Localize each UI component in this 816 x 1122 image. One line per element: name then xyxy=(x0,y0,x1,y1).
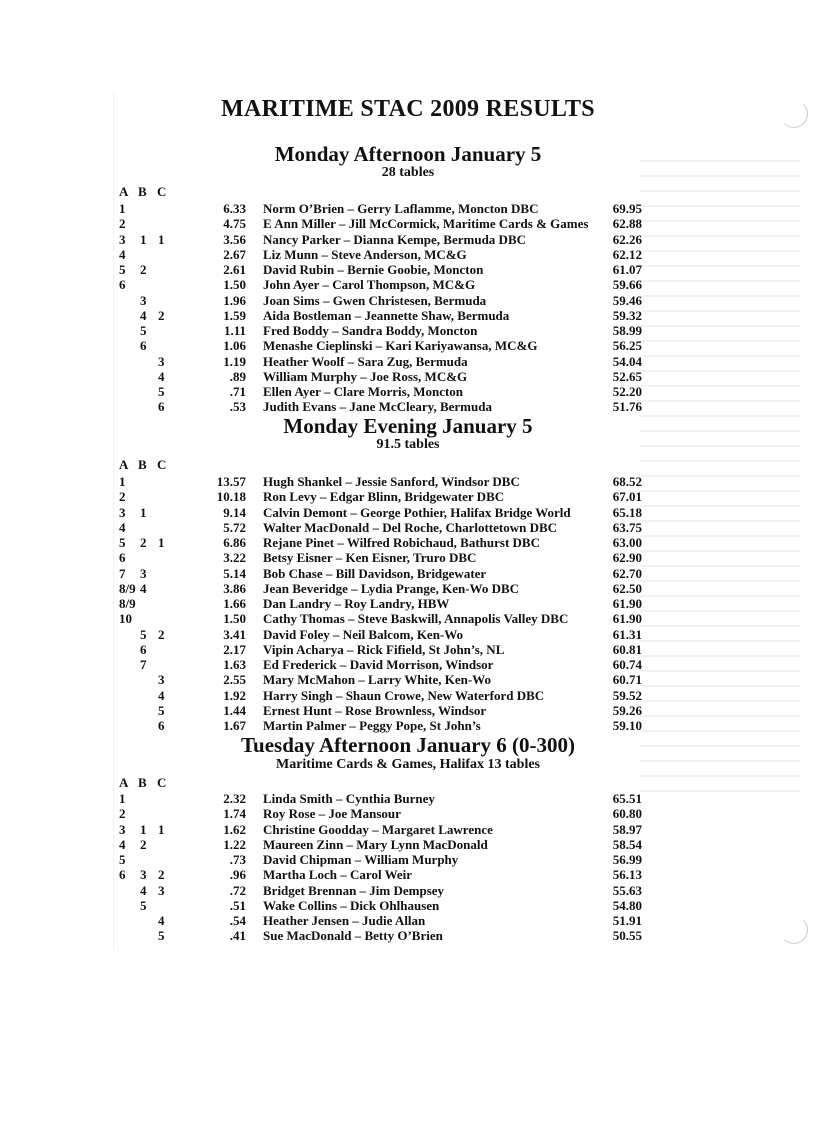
rank-b: 3 xyxy=(140,565,147,581)
masterpoints: 2.55 xyxy=(223,672,246,688)
result-row xyxy=(0,338,816,353)
masterpoints: 6.86 xyxy=(223,535,246,550)
column-header-a: A xyxy=(119,775,129,790)
percentage: 59.52 xyxy=(612,687,642,703)
rank-a: 5 xyxy=(119,535,126,550)
result-row xyxy=(0,323,816,338)
column-header-a: A xyxy=(119,184,129,199)
column-header-a: A xyxy=(119,457,129,472)
pair-names: Vipin Acharya – Rick Fifield, St John’s, NL xyxy=(263,641,505,657)
percentage: 58.97 xyxy=(612,821,642,837)
rank-b: 5 xyxy=(140,323,147,338)
masterpoints: 1.11 xyxy=(223,323,246,338)
pair-names: Norm O’Brien – Gerry Laflamme, Moncton DBC xyxy=(263,201,539,216)
masterpoints: .73 xyxy=(229,852,246,867)
pair-names: Christine Goodday – Margaret Lawrence xyxy=(263,821,493,837)
result-row xyxy=(0,489,816,504)
rank-c: 5 xyxy=(158,384,165,399)
result-row xyxy=(0,201,816,216)
rank-a: 1 xyxy=(119,201,126,216)
rank-c: 4 xyxy=(158,368,165,384)
masterpoints: .71 xyxy=(229,384,246,399)
percentage: 60.74 xyxy=(612,657,642,672)
masterpoints: 2.61 xyxy=(223,262,246,277)
masterpoints: 1.67 xyxy=(223,718,246,733)
rank-a: 5 xyxy=(119,262,126,277)
masterpoints: 3.56 xyxy=(223,231,246,247)
pair-names: Dan Landry – Roy Landry, HBW xyxy=(263,596,450,611)
pair-names: Ron Levy – Edgar Blinn, Bridgewater DBC xyxy=(263,489,505,505)
masterpoints: 1.74 xyxy=(223,806,246,822)
pair-names: Maureen Zinn – Mary Lynn MacDonald xyxy=(263,836,488,852)
percentage: 51.76 xyxy=(612,399,642,415)
masterpoints: 1.92 xyxy=(223,687,246,703)
rank-a: 10 xyxy=(119,611,132,627)
rank-a: 7 xyxy=(119,565,126,581)
rank-b: 1 xyxy=(140,821,147,837)
rank-c: 4 xyxy=(158,913,165,928)
rank-c: 2 xyxy=(158,626,165,642)
rank-c: 2 xyxy=(158,307,165,323)
percentage: 65.51 xyxy=(612,791,642,806)
pair-names: Betsy Eisner – Ken Eisner, Truro DBC xyxy=(263,550,477,566)
pair-names: Joan Sims – Gwen Christesen, Bermuda xyxy=(263,292,487,308)
column-header-b: B xyxy=(138,457,147,472)
percentage: 58.54 xyxy=(612,836,642,852)
percentage: 56.25 xyxy=(612,338,642,354)
session-subheading: 91.5 tables xyxy=(376,437,440,452)
column-headers xyxy=(119,184,176,200)
column-header-c: C xyxy=(157,184,167,199)
rank-a: 6 xyxy=(119,277,126,293)
result-row xyxy=(0,277,816,292)
percentage: 50.55 xyxy=(612,928,642,944)
pair-names: Fred Boddy – Sandra Boddy, Moncton xyxy=(263,323,478,338)
result-row xyxy=(0,852,816,867)
pair-names: Ellen Ayer – Clare Morris, Moncton xyxy=(263,384,464,399)
rank-b: 1 xyxy=(140,504,147,520)
pair-names: Cathy Thomas – Steve Baskwill, Annapolis Valley DBC xyxy=(263,611,569,627)
percentage: 62.26 xyxy=(612,231,642,247)
rank-c: 6 xyxy=(158,718,165,733)
session-subheading: Maritime Cards & Games, Halifax 13 tables xyxy=(275,757,540,772)
result-row xyxy=(0,520,816,535)
rank-b: 3 xyxy=(140,292,147,308)
column-header-b: B xyxy=(138,775,147,790)
masterpoints: 2.17 xyxy=(223,641,246,657)
rank-c: 1 xyxy=(158,535,165,550)
rank-b: 4 xyxy=(140,882,147,898)
masterpoints: 10.18 xyxy=(216,489,246,505)
percentage: 61.90 xyxy=(612,596,642,611)
rank-c: 5 xyxy=(158,702,165,718)
masterpoints: 3.86 xyxy=(223,580,246,596)
pair-names: Heather Woolf – Sara Zug, Bermuda xyxy=(263,353,468,369)
rank-a: 2 xyxy=(119,216,126,232)
percentage: 55.63 xyxy=(612,882,642,898)
rank-c: 3 xyxy=(158,882,165,898)
result-row xyxy=(0,596,816,611)
rank-a: 3 xyxy=(119,504,126,520)
masterpoints: .89 xyxy=(229,368,246,384)
rank-b: 2 xyxy=(140,535,147,550)
result-row xyxy=(0,913,816,928)
rank-b: 5 xyxy=(140,626,147,642)
masterpoints: .51 xyxy=(229,897,246,913)
result-row xyxy=(0,247,816,262)
result-row xyxy=(0,354,816,369)
pair-names: Liz Munn – Steve Anderson, MC&G xyxy=(263,246,467,262)
result-row xyxy=(0,657,816,672)
pair-names: Rejane Pinet – Wilfred Robichaud, Bathurst DBC xyxy=(263,535,540,550)
column-headers xyxy=(119,457,176,473)
session-heading: Monday Evening January 5 xyxy=(283,414,533,438)
masterpoints: 2.67 xyxy=(223,246,246,262)
rank-c: 5 xyxy=(158,928,165,944)
percentage: 54.04 xyxy=(612,353,642,369)
result-row xyxy=(0,550,816,565)
rank-c: 6 xyxy=(158,399,165,415)
percentage: 51.91 xyxy=(612,913,642,928)
percentage: 52.20 xyxy=(612,384,642,399)
rank-c: 1 xyxy=(158,821,165,837)
masterpoints: .96 xyxy=(229,867,246,883)
result-row xyxy=(0,369,816,384)
percentage: 60.71 xyxy=(612,672,642,688)
rank-a: 1 xyxy=(119,474,126,489)
percentage: 69.95 xyxy=(612,201,642,216)
session-subheading: 28 tables xyxy=(381,165,435,180)
percentage: 54.80 xyxy=(612,897,642,913)
result-row xyxy=(0,718,816,733)
percentage: 62.88 xyxy=(612,216,642,232)
result-row xyxy=(0,883,816,898)
rank-b: 5 xyxy=(140,897,147,913)
masterpoints: 1.19 xyxy=(223,353,246,369)
rank-c: 3 xyxy=(158,672,165,688)
result-row xyxy=(0,262,816,277)
rank-b: 7 xyxy=(140,657,147,672)
masterpoints: .53 xyxy=(229,399,246,415)
result-row xyxy=(0,581,816,596)
percentage: 61.07 xyxy=(612,262,642,277)
pair-names: Linda Smith – Cynthia Burney xyxy=(263,791,435,806)
percentage: 62.70 xyxy=(612,565,642,581)
masterpoints: 1.63 xyxy=(223,657,246,672)
result-row xyxy=(0,566,816,581)
result-row xyxy=(0,806,816,821)
masterpoints: 1.22 xyxy=(223,836,246,852)
masterpoints: 1.62 xyxy=(223,821,246,837)
column-header-b: B xyxy=(138,184,147,199)
rank-b: 1 xyxy=(140,231,147,247)
masterpoints: 1.59 xyxy=(223,307,246,323)
rank-c: 4 xyxy=(158,687,165,703)
result-row xyxy=(0,308,816,323)
percentage: 58.99 xyxy=(612,323,642,338)
masterpoints: 1.06 xyxy=(223,338,246,354)
pair-names: Sue MacDonald – Betty O’Brien xyxy=(263,928,443,944)
percentage: 59.46 xyxy=(612,292,642,308)
rank-a: 2 xyxy=(119,489,126,505)
pair-names: Aida Bostleman – Jeannette Shaw, Bermuda xyxy=(263,307,510,323)
percentage: 60.80 xyxy=(612,806,642,822)
percentage: 63.00 xyxy=(612,535,642,550)
pair-names: Ed Frederick – David Morrison, Windsor xyxy=(263,657,494,672)
percentage: 68.52 xyxy=(612,474,642,489)
result-row xyxy=(0,867,816,882)
rank-b: 2 xyxy=(140,836,147,852)
result-row xyxy=(0,399,816,414)
percentage: 59.26 xyxy=(612,702,642,718)
pair-names: Menashe Cieplinski – Kari Kariyawansa, MC&G xyxy=(263,338,538,354)
pair-names: Roy Rose – Joe Mansour xyxy=(263,806,401,822)
percentage: 52.65 xyxy=(612,368,642,384)
rank-a: 4 xyxy=(119,836,126,852)
result-row xyxy=(0,611,816,626)
result-row xyxy=(0,672,816,687)
masterpoints: 1.44 xyxy=(223,702,246,718)
rank-a: 6 xyxy=(119,867,126,883)
masterpoints: 9.14 xyxy=(223,504,246,520)
pair-names: Bridget Brennan – Jim Dempsey xyxy=(263,882,445,898)
result-row xyxy=(0,703,816,718)
masterpoints: 4.75 xyxy=(223,216,246,232)
pair-names: E Ann Miller – Jill McCormick, Maritime Cards & Games xyxy=(263,216,589,232)
masterpoints: 5.72 xyxy=(223,519,246,535)
rank-a: 3 xyxy=(119,821,126,837)
document-title: MARITIME STAC 2009 RESULTS xyxy=(221,96,595,122)
masterpoints: 5.14 xyxy=(223,565,246,581)
percentage: 59.66 xyxy=(612,277,642,293)
masterpoints: 1.50 xyxy=(223,611,246,627)
pair-names: Bob Chase – Bill Davidson, Bridgewater xyxy=(263,565,487,581)
masterpoints: 2.32 xyxy=(223,791,246,806)
percentage: 62.90 xyxy=(612,550,642,566)
pair-names: Martha Loch – Carol Weir xyxy=(263,867,413,883)
percentage: 60.81 xyxy=(612,641,642,657)
percentage: 61.90 xyxy=(612,611,642,627)
percentage: 62.12 xyxy=(612,246,642,262)
result-row xyxy=(0,505,816,520)
pair-names: David Chipman – William Murphy xyxy=(263,852,459,867)
rank-a: 4 xyxy=(119,519,126,535)
masterpoints: .54 xyxy=(229,913,246,928)
session-heading: Monday Afternoon January 5 xyxy=(274,142,542,166)
rank-b: 6 xyxy=(140,641,147,657)
pair-names: Nancy Parker – Dianna Kempe, Bermuda DBC xyxy=(263,231,527,247)
percentage: 61.31 xyxy=(612,626,642,642)
column-header-c: C xyxy=(157,457,167,472)
rank-a: 6 xyxy=(119,550,126,566)
masterpoints: 13.57 xyxy=(216,474,246,489)
rank-a: 2 xyxy=(119,806,126,822)
pair-names: Wake Collins – Dick Ohlhausen xyxy=(263,897,440,913)
rank-b: 4 xyxy=(140,307,147,323)
result-row xyxy=(0,232,816,247)
result-row xyxy=(0,474,816,489)
rank-c: 2 xyxy=(158,867,165,883)
percentage: 62.50 xyxy=(612,580,642,596)
session-heading: Tuesday Afternoon January 6 (0-300) xyxy=(240,733,576,757)
result-row xyxy=(0,822,816,837)
result-row xyxy=(0,535,816,550)
rank-a: 5 xyxy=(119,852,126,867)
result-row xyxy=(0,688,816,703)
result-row xyxy=(0,928,816,943)
column-headers xyxy=(119,775,176,791)
pair-names: Mary McMahon – Larry White, Ken-Wo xyxy=(263,672,491,688)
rank-a: 1 xyxy=(119,791,126,806)
pair-names: Calvin Demont – George Pothier, Halifax Bridge World xyxy=(263,504,571,520)
pair-names: Harry Singh – Shaun Crowe, New Waterford DBC xyxy=(263,687,545,703)
percentage: 56.13 xyxy=(612,867,642,883)
result-row xyxy=(0,293,816,308)
pair-names: John Ayer – Carol Thompson, MC&G xyxy=(263,277,476,293)
pair-names: William Murphy – Joe Ross, MC&G xyxy=(263,368,468,384)
masterpoints: 1.50 xyxy=(223,277,246,293)
result-row xyxy=(0,384,816,399)
pair-names: Hugh Shankel – Jessie Sanford, Windsor DBC xyxy=(263,474,520,489)
rank-b: 6 xyxy=(140,338,147,354)
rank-b: 3 xyxy=(140,867,147,883)
result-row xyxy=(0,642,816,657)
pair-names: David Rubin – Bernie Goobie, Moncton xyxy=(263,262,484,277)
rank-b: 4 xyxy=(140,580,147,596)
result-row xyxy=(0,898,816,913)
rank-c: 3 xyxy=(158,353,165,369)
result-row xyxy=(0,837,816,852)
masterpoints: 6.33 xyxy=(223,201,246,216)
percentage: 56.99 xyxy=(612,852,642,867)
percentage: 65.18 xyxy=(612,504,642,520)
rank-a: 8/9 xyxy=(119,596,136,611)
column-header-c: C xyxy=(157,775,167,790)
pair-names: Heather Jensen – Judie Allan xyxy=(263,913,426,928)
pair-names: Judith Evans – Jane McCleary, Bermuda xyxy=(263,399,492,415)
masterpoints: 1.66 xyxy=(223,596,246,611)
masterpoints: .72 xyxy=(229,882,246,898)
masterpoints: 1.96 xyxy=(223,292,246,308)
result-row xyxy=(0,216,816,231)
percentage: 63.75 xyxy=(612,519,642,535)
pair-names: Walter MacDonald – Del Roche, Charlottetown DBC xyxy=(263,519,558,535)
percentage: 59.32 xyxy=(612,307,642,323)
result-row xyxy=(0,791,816,806)
percentage: 59.10 xyxy=(612,718,642,733)
percentage: 67.01 xyxy=(612,489,642,505)
rank-b: 2 xyxy=(140,262,147,277)
rank-a: 8/9 xyxy=(119,580,136,596)
pair-names: Martin Palmer – Peggy Pope, St John’s xyxy=(263,718,481,733)
rank-a: 4 xyxy=(119,246,126,262)
pair-names: David Foley – Neil Balcom, Ken-Wo xyxy=(263,626,464,642)
pair-names: Ernest Hunt – Rose Brownless, Windsor xyxy=(263,702,487,718)
pair-names: Jean Beveridge – Lydia Prange, Ken-Wo DBC xyxy=(263,580,520,596)
result-row xyxy=(0,627,816,642)
rank-a: 3 xyxy=(119,231,126,247)
rank-c: 1 xyxy=(158,231,165,247)
masterpoints: 3.41 xyxy=(223,626,246,642)
masterpoints: 3.22 xyxy=(223,550,246,566)
masterpoints: .41 xyxy=(229,928,246,944)
